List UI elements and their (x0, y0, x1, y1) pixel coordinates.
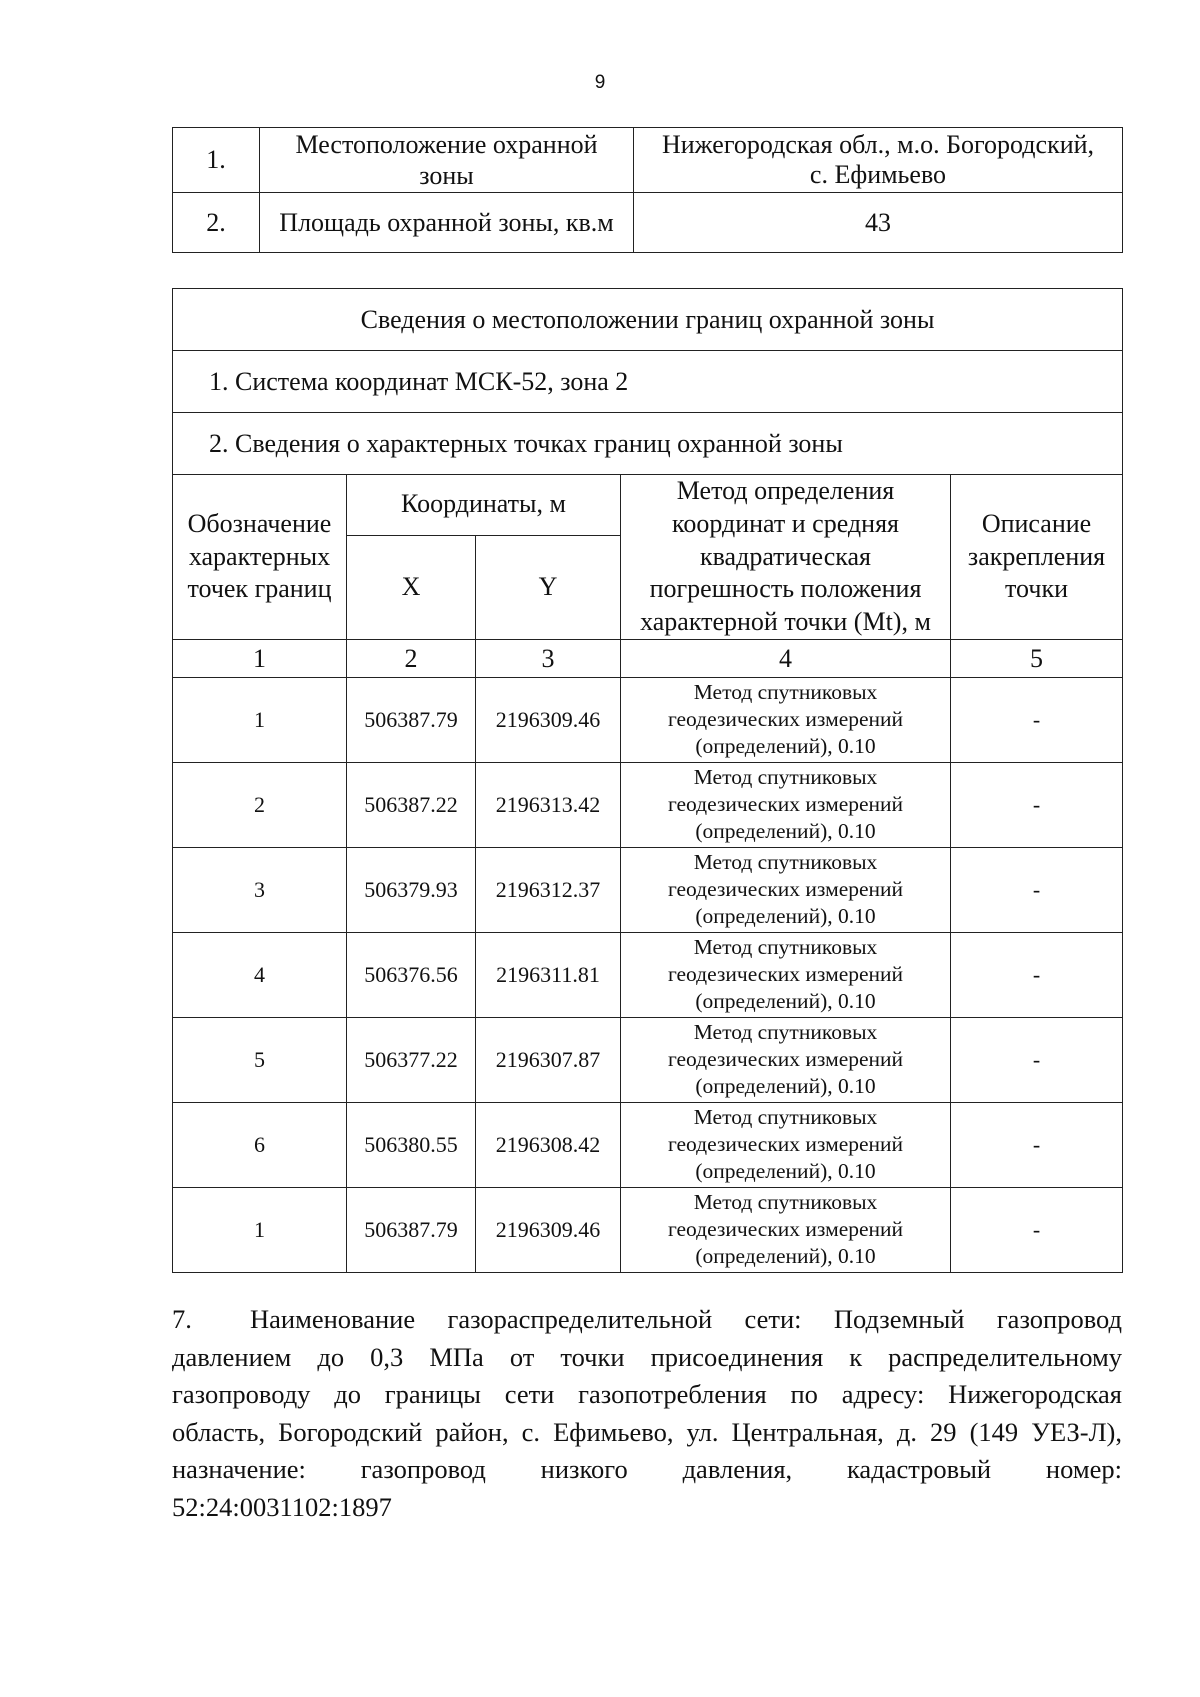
method-cell (621, 762, 951, 847)
coordinate-x: 506376.56 (347, 932, 476, 1017)
header-row (173, 475, 1123, 536)
header-line: характерной точки (Mt), м (640, 607, 931, 636)
coordinates-header: Координаты, м (347, 475, 621, 536)
zone-location-label (260, 128, 634, 193)
fixing-description: - (951, 1187, 1123, 1272)
fixing-description: - (951, 762, 1123, 847)
method-line: Метод спутниковых (693, 1189, 878, 1214)
zone-location-value (634, 128, 1123, 193)
method-line: Метод спутниковых (693, 934, 878, 959)
coordinate-y: 2196307.87 (476, 1017, 621, 1102)
coordinate-x: 506387.79 (347, 677, 476, 762)
coordinate-y: 2196309.46 (476, 677, 621, 762)
fixing-description: - (951, 1102, 1123, 1187)
fixing-description: - (951, 932, 1123, 1017)
header-line: квадратическая (699, 541, 872, 571)
coordinate-x: 506377.22 (347, 1017, 476, 1102)
column-number: 4 (621, 639, 951, 677)
method-line: геодезических измерений (667, 792, 904, 817)
coordinate-y: 2196309.46 (476, 1187, 621, 1272)
column-number: 5 (951, 639, 1123, 677)
page-number: 9 (594, 72, 606, 93)
method-line: (определений), 0.10 (695, 1159, 876, 1184)
coordinate-y: 2196312.37 (476, 847, 621, 932)
fixing-description: - (951, 1017, 1123, 1102)
description-header (951, 475, 1123, 640)
method-line: геодезических измерений (667, 1047, 904, 1072)
method-line: геодезических измерений (667, 1217, 904, 1242)
table-row (173, 847, 1123, 932)
method-line: геодезических измерений (667, 962, 904, 987)
point-designation: 1 (173, 677, 347, 762)
row-number: 2. (173, 193, 260, 253)
method-line: Метод спутниковых (693, 1019, 878, 1044)
label-line: зоны (419, 161, 474, 190)
method-line: геодезических измерений (667, 707, 904, 732)
column-number-row (173, 639, 1123, 677)
paragraph-line (172, 1301, 1122, 1339)
method-cell (621, 677, 951, 762)
row-number: 1. (173, 128, 260, 193)
method-line: (определений), 0.10 (695, 989, 876, 1014)
method-line: (определений), 0.10 (695, 1244, 876, 1269)
method-line: (определений), 0.10 (695, 734, 876, 759)
coord-system: 1. Система координат МСК-52, зона 2 (173, 351, 1123, 413)
table-title: Сведения о местоположении границ охранной зоны (173, 289, 1123, 351)
method-line: Метод спутниковых (693, 679, 878, 704)
table-row (173, 1017, 1123, 1102)
method-line: Метод спутниковых (693, 1104, 878, 1129)
coordinate-y: 2196311.81 (476, 932, 621, 1017)
paragraph-line: область, Богородский район, с. Ефимьево, ул. Центральная, д. 29 (149 УЕЗ-Л), (172, 1416, 1122, 1447)
paragraph-line: 52:24:0031102:1897 (172, 1491, 392, 1522)
column-number: 1 (173, 639, 347, 677)
method-line: (определений), 0.10 (695, 904, 876, 929)
table-row (173, 677, 1123, 762)
header-line: погрешность положения (649, 574, 922, 604)
zone-location-row (173, 128, 1123, 193)
method-line: (определений), 0.10 (695, 819, 876, 844)
method-line: (определений), 0.10 (695, 1074, 876, 1099)
header-line: координат и средняя (672, 508, 899, 538)
header-line: Описание (981, 508, 1092, 538)
point-designation: 2 (173, 762, 347, 847)
zone-info-table (172, 127, 1123, 253)
zone-area-value (634, 193, 1123, 253)
header-line: закрепления (967, 541, 1106, 571)
header-line: Обозначение (187, 508, 332, 538)
coordinate-y: 2196313.42 (476, 762, 621, 847)
method-cell (621, 1017, 951, 1102)
table-title-row (173, 289, 1123, 351)
table-row (173, 932, 1123, 1017)
coordinate-x: 506387.22 (347, 762, 476, 847)
coord-system-row (173, 351, 1123, 413)
paragraph-line: назначение: газопровод низкого давления, кадастровый номер: (172, 1454, 1122, 1484)
paragraph-line: газопроводу до границы сети газопотребления по адресу: Нижегородская (172, 1379, 1122, 1409)
value-line: с. Ефимьево (809, 160, 947, 189)
paragraph-line-text: Наименование газораспределительной сети: Подземный газопровод (250, 1304, 1122, 1334)
point-designation: 6 (173, 1102, 347, 1187)
method-cell (621, 847, 951, 932)
column-number: 2 (347, 639, 476, 677)
paragraph-number: 7. (172, 1304, 192, 1334)
boundary-points-table (172, 288, 1123, 1273)
points-title: 2. Сведения о характерных точках границ охранной зоны (173, 413, 1123, 475)
header-line: Метод определения (676, 476, 895, 505)
header-line: точки (1005, 574, 1068, 604)
point-designation: 4 (173, 932, 347, 1017)
method-cell (621, 932, 951, 1017)
designation-header (173, 475, 347, 640)
method-cell (621, 1102, 951, 1187)
coordinate-x: 506379.93 (347, 847, 476, 932)
point-designation: 3 (173, 847, 347, 932)
label-line: Площадь охранной зоны, кв.м (279, 207, 614, 237)
method-line: Метод спутниковых (693, 764, 878, 789)
header-line: точек границ (187, 574, 332, 604)
paragraph-line: давлением до 0,3 МПа от точки присоединения к распределительному (172, 1341, 1122, 1372)
method-line: геодезических измерений (667, 877, 904, 902)
x-header: X (347, 535, 476, 639)
fixing-description: - (951, 847, 1123, 932)
method-header (621, 475, 951, 640)
fixing-description: - (951, 677, 1123, 762)
table-row (173, 1187, 1123, 1272)
point-designation: 5 (173, 1017, 347, 1102)
value-line: 43 (865, 207, 891, 237)
method-cell (621, 1187, 951, 1272)
point-designation: 1 (173, 1187, 347, 1272)
y-header: Y (476, 535, 621, 639)
value-line: Нижегородская обл., м.о. Богородский, (661, 130, 1095, 160)
table-row (173, 762, 1123, 847)
zone-area-label (260, 193, 634, 253)
gas-network-paragraph (172, 1301, 1122, 1526)
coordinate-x: 506380.55 (347, 1102, 476, 1187)
points-title-row (173, 413, 1123, 475)
method-line: геодезических измерений (667, 1132, 904, 1157)
zone-area-row (173, 193, 1123, 253)
header-line: характерных (188, 541, 331, 571)
coordinate-x: 506387.79 (347, 1187, 476, 1272)
label-line: Местоположение охранной (295, 129, 598, 159)
table-row (173, 1102, 1123, 1187)
coordinate-y: 2196308.42 (476, 1102, 621, 1187)
column-number: 3 (476, 639, 621, 677)
method-line: Метод спутниковых (693, 849, 878, 874)
